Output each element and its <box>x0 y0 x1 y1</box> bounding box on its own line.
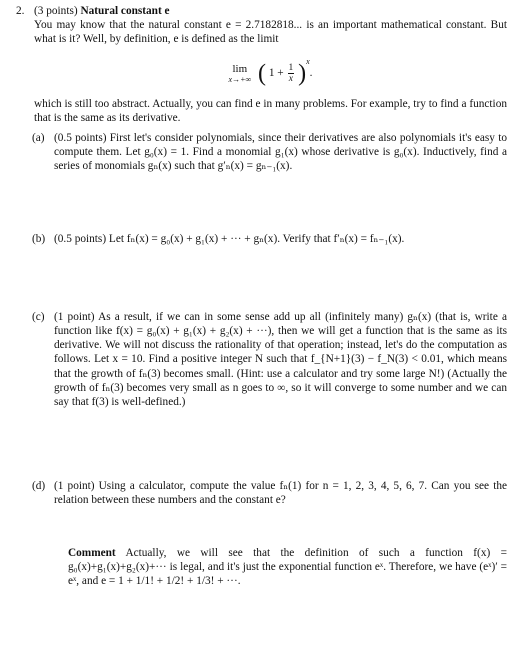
question-title-line <box>34 4 507 18</box>
question-title: Natural constant e <box>80 5 170 17</box>
part-d-text: (1 point) Using a calculator, compute the value fₙ(1) for n = 1, 2, 3, 4, 5, 6, 7. Can you see the relation between these numbers and the constant e? <box>54 480 507 507</box>
part-b <box>32 232 507 246</box>
part-d <box>32 479 507 507</box>
part-d-label: (d) <box>32 480 46 493</box>
question-points: (3 points) <box>34 5 78 17</box>
parts-list <box>24 131 507 508</box>
comment-block <box>68 546 507 589</box>
formula-exponent: x <box>306 56 310 66</box>
part-b-label: (b) <box>32 232 46 245</box>
limit-formula <box>34 55 507 91</box>
question-header <box>16 4 507 125</box>
question-intro: You may know that the natural constant e = 2.7182818... is an important mathematical constant. But what is it? Well, by definition, e is defined as the limit <box>34 19 507 46</box>
formula-period: . <box>309 66 313 79</box>
limit-operator: lim x→+∞ <box>228 62 252 84</box>
part-c-text: (1 point) As a result, if we can in some sense add up all (infinitely many) gₙ(x) (that is, write a function like f(x) = g₀(x) + g₁(x) + g₂(x) + ···), then we will get a function that is the same as its derivative. We will not discuss the rationality of that operation; instead, let's do the computation as follows. Let x = 10. Find a positive integer N such that f_{N+1}(3) − f_N(3) < 0.01, which means that the growth of fₙ(3) becomes small. (Hint: use a calculator and try some large N!) (Actually the growth of fₙ(3) becomes very small as n goes to ∞, so it will converge to some number and we can say that f(3) is well-defined.) <box>54 310 507 409</box>
part-b-text: (0.5 points) Let fₙ(x) = g₀(x) + g₁(x) + ··· + gₙ(x). Verify that f′ₙ(x) = fₙ₋₁(x). <box>54 232 405 245</box>
question-body <box>34 4 507 125</box>
formula-fraction: $\frac{1}{x}$ <box>288 62 294 84</box>
part-c <box>32 310 507 409</box>
part-a <box>32 131 507 174</box>
formula-paren-close: ) <box>298 60 307 87</box>
formula-one: 1 + <box>268 66 284 79</box>
question-after-limit: which is still too abstract. Actually, you can find e in many problems. For example, try to find a function that is the same as its derivative. <box>34 97 507 124</box>
comment-label: Comment <box>68 546 116 559</box>
part-a-text: (0.5 points) First let's consider polynomials, since their derivatives are also polynomials it's easy to compute them. Let g₀(x) = 1. Find a monomial g₁(x) whose derivative is g₀(x). Inductively, find a series of monomials gₙ(x) such that g′ₙ(x) = gₙ₋₁(x). <box>54 132 507 173</box>
question-number: 2. <box>16 5 25 17</box>
formula-paren-open: ( <box>258 60 266 87</box>
part-c-label: (c) <box>32 310 45 323</box>
comment-text: Actually, we will see that the definition of such a function f(x) = g₀(x)+g₁(x)+g₂(x)+··· is legal, and it's just the exponential function eˣ. Therefore, we have (eˣ)′ = eˣ, and e = 1 + 1/1! + 1/2! + 1/3! + ···. <box>68 546 507 588</box>
part-a-label: (a) <box>32 132 45 145</box>
